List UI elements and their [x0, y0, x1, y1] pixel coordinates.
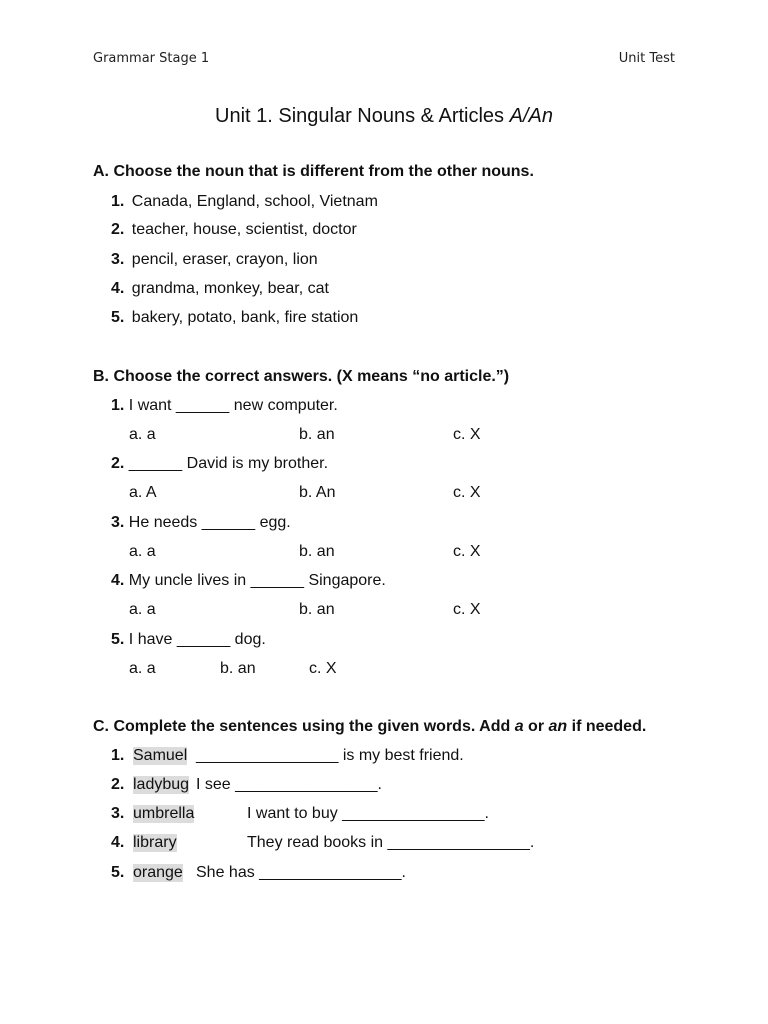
header-left: Grammar Stage 1 [93, 51, 210, 66]
sentence-text: I want to buy ________________. [247, 805, 489, 822]
item-number: 3. [111, 251, 125, 268]
option-c: c. X [453, 543, 481, 560]
question-text: I want ______ new computer. [128, 397, 338, 414]
list-item [111, 193, 378, 211]
heading-text: or [523, 718, 549, 735]
item-number: 4. [111, 280, 125, 297]
list-item [111, 280, 329, 298]
question-number: 1. [111, 397, 125, 414]
item-number: 2. [111, 221, 125, 238]
item-number: 5. [111, 309, 125, 326]
title-italic: A/An [509, 105, 553, 127]
item-number: 1. [111, 747, 125, 764]
option-a: a. a [129, 660, 156, 677]
option-b: b. an [299, 543, 335, 560]
question [111, 631, 266, 649]
question [111, 514, 291, 532]
option-b: b. an [220, 660, 256, 677]
item-text: pencil, eraser, crayon, lion [131, 251, 318, 268]
sentence-text: ________________ is my best friend. [196, 747, 464, 764]
sentence-text: She has ________________. [196, 864, 406, 881]
item-number: 2. [111, 776, 125, 793]
heading-italic-a: a [514, 718, 524, 735]
option-c: c. X [453, 426, 481, 443]
option-a: a. a [129, 543, 156, 560]
option-c: c. X [453, 484, 481, 501]
given-word: Samuel [133, 747, 188, 764]
option-a: a. A [129, 484, 157, 501]
item-number: 1. [111, 193, 125, 210]
given-word: umbrella [133, 805, 195, 822]
given-word: ladybug [133, 776, 190, 793]
heading-text: if needed. [567, 718, 647, 735]
question [111, 397, 338, 415]
item-number: 4. [111, 834, 125, 851]
question-text: I have ______ dog. [128, 631, 266, 648]
question [111, 455, 328, 473]
option-b: b. an [299, 426, 335, 443]
section-b-heading: B. Choose the correct answers. (X means “no article.”) [93, 368, 510, 385]
option-c: c. X [453, 601, 481, 618]
list-item [111, 251, 318, 269]
item-text: Canada, England, school, Vietnam [131, 193, 378, 210]
section-a-heading: A. Choose the noun that is different from the other nouns. [93, 163, 534, 180]
section-c-heading [93, 718, 646, 736]
option-a: a. a [129, 426, 156, 443]
option-b: b. An [299, 484, 336, 501]
list-item [111, 221, 357, 239]
header-right: Unit Test [618, 51, 675, 66]
question [111, 572, 386, 590]
given-word: library [133, 834, 177, 851]
list-item [111, 309, 358, 327]
sentence-text: They read books in ________________. [247, 834, 535, 851]
given-word: orange [133, 864, 183, 881]
question-number: 4. [111, 572, 125, 589]
title-main: Unit 1. Singular Nouns & Articles [215, 105, 510, 127]
question-text: ______ David is my brother. [128, 455, 329, 472]
question-number: 3. [111, 514, 125, 531]
option-a: a. a [129, 601, 156, 618]
item-number: 5. [111, 864, 125, 881]
sentence-text: I see ________________. [196, 776, 382, 793]
item-text: bakery, potato, bank, fire station [131, 309, 359, 326]
item-text: grandma, monkey, bear, cat [131, 280, 329, 297]
option-b: b. an [299, 601, 335, 618]
question-number: 5. [111, 631, 125, 648]
item-number: 3. [111, 805, 125, 822]
option-c: c. X [309, 660, 337, 677]
item-text: teacher, house, scientist, doctor [131, 221, 357, 238]
heading-text: C. Complete the sentences using the given words. Add [93, 718, 515, 735]
page-title [0, 105, 768, 128]
heading-italic-an: an [548, 718, 568, 735]
question-text: My uncle lives in ______ Singapore. [128, 572, 386, 589]
question-number: 2. [111, 455, 125, 472]
question-text: He needs ______ egg. [128, 514, 291, 531]
